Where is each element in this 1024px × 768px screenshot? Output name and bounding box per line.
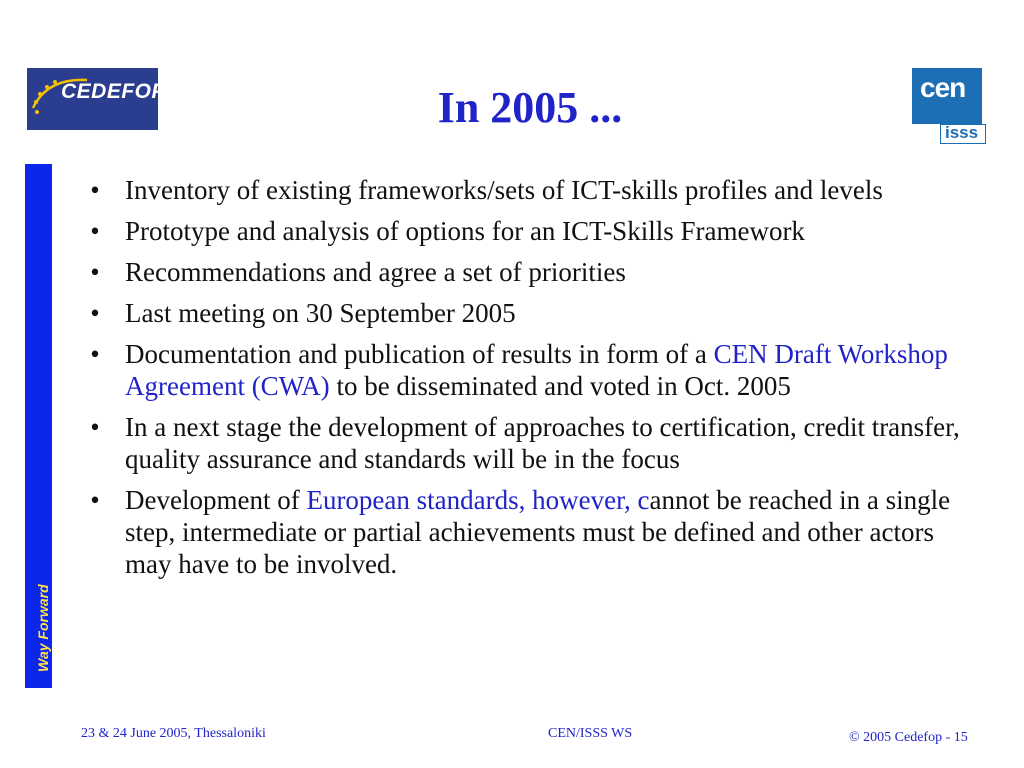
footer-copyright-page: © 2005 Cedefop - 15 <box>849 730 968 745</box>
highlight-european-standards: European standards, however, c <box>306 485 650 515</box>
highlight-cwa: CEN Draft Workshop Agreement (CWA) <box>125 339 948 401</box>
bullet-dot-icon: • <box>90 216 100 246</box>
bullet-item: • Documentation and publication of results in form of a CEN Draft Workshop Agreement (CWA) to be disseminated and voted in Oct. 2005 <box>85 338 985 402</box>
bullet-dot-icon: • <box>90 175 100 205</box>
bullet-item: • Inventory of existing frameworks/sets of ICT-skills profiles and levels <box>85 174 985 206</box>
cedefop-logo-text: CEDEFOP <box>61 80 167 103</box>
side-bar <box>25 164 52 688</box>
bullet-dot-icon: • <box>90 412 100 442</box>
isss-logo-text: isss <box>945 123 979 142</box>
footer-event: CEN/ISSS WS <box>548 726 633 741</box>
bullet-item: • Prototype and analysis of options for an ICT-Skills Framework <box>85 215 985 247</box>
cen-logo-text: cen <box>920 72 966 103</box>
bullet-dot-icon: • <box>90 257 100 287</box>
cen-isss-logo <box>912 68 986 144</box>
bullet-item: • Recommendations and agree a set of priorities <box>85 256 985 288</box>
bullet-item: • Last meeting on 30 September 2005 <box>85 297 985 329</box>
footer-date-location: 23 & 24 June 2005, Thessaloniki <box>81 726 266 741</box>
slide-title: In 2005 ... <box>437 83 623 132</box>
side-bar-label: Way Forward <box>34 584 51 672</box>
bullet-dot-icon: • <box>90 298 100 328</box>
bullet-list <box>85 174 985 589</box>
bullet-dot-icon: • <box>90 485 100 515</box>
bullet-item: • Development of European standards, however, cannot be reached in a single step, intermediate or partial achievements must be defined and other actors may have to be involved. <box>85 484 985 580</box>
bullet-item: • In a next stage the development of approaches to certification, credit transfer, quality assurance and standards will be in the focus <box>85 411 985 475</box>
bullet-dot-icon: • <box>90 339 100 369</box>
